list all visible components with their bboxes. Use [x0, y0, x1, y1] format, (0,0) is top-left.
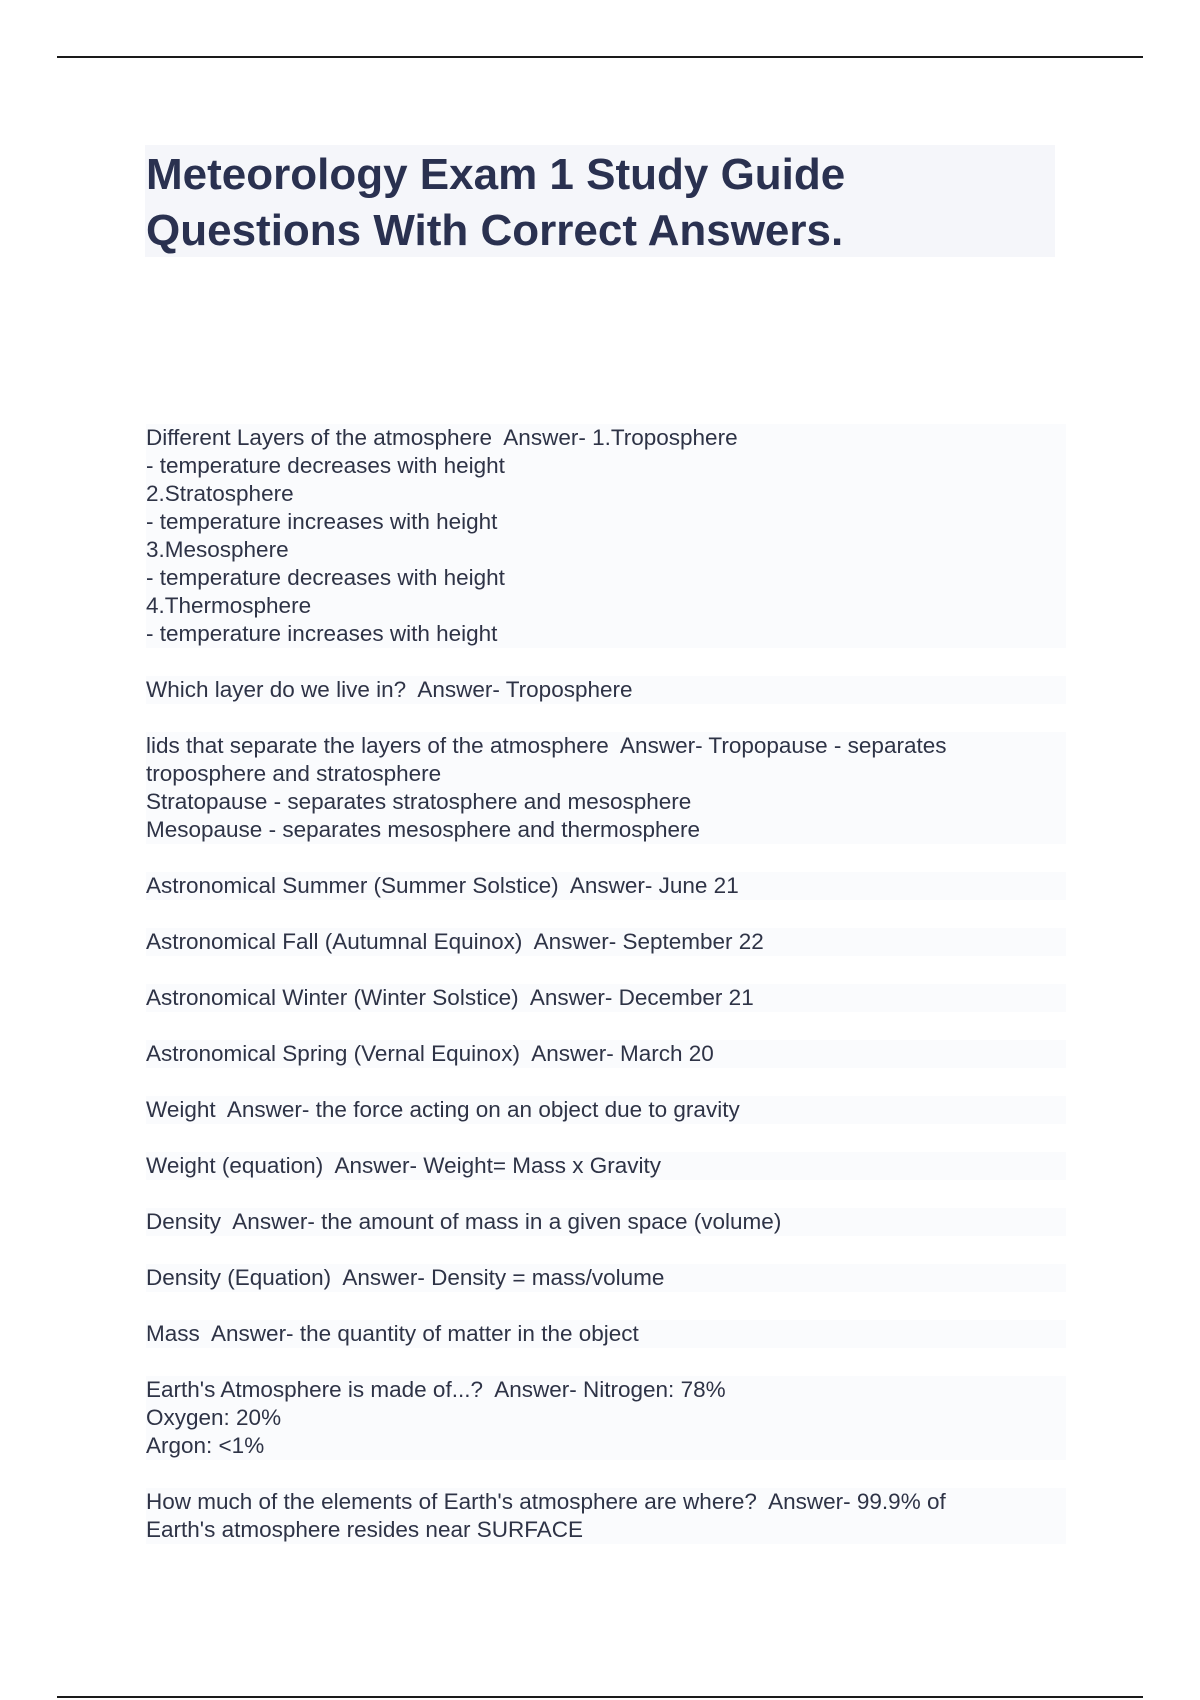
- answer-prefix: Answer-: [529, 985, 619, 1010]
- answer-prefix: Answer-: [620, 733, 709, 758]
- question-text: Weight (equation): [146, 1153, 324, 1178]
- question-text: Weight: [146, 1097, 216, 1122]
- question-text: Mass: [146, 1321, 200, 1346]
- answer-prefix: Answer-: [211, 1321, 300, 1346]
- answer-text: December 21: [618, 985, 754, 1010]
- answer-prefix: Answer-: [232, 1209, 322, 1234]
- answer-text: Nitrogen: 78% Oxygen: 20% Argon: <1%: [146, 1377, 726, 1458]
- question-text: Different Layers of the atmosphere: [146, 425, 493, 450]
- answer-text: Weight= Mass x Gravity: [423, 1153, 662, 1178]
- footer-rule: [57, 1696, 1143, 1698]
- qa-item: [146, 1376, 1066, 1460]
- qa-item: [146, 1488, 1066, 1544]
- answer-prefix: Answer-: [417, 677, 506, 702]
- question-text: Astronomical Winter (Winter Solstice): [146, 985, 519, 1010]
- answer-text: the force acting on an object due to gravity: [315, 1097, 740, 1122]
- qa-item: [146, 424, 1066, 648]
- qa-item: [146, 1320, 1066, 1348]
- answer-prefix: Answer-: [569, 873, 659, 898]
- answer-prefix: Answer-: [334, 1153, 424, 1178]
- qa-item: [146, 984, 1066, 1012]
- answer-prefix: Answer-: [226, 1097, 316, 1122]
- qa-item: [146, 872, 1066, 900]
- question-text: Density: [146, 1209, 222, 1234]
- answer-prefix: Answer-: [531, 1041, 620, 1066]
- answer-text: June 21: [658, 873, 739, 898]
- qa-item: [146, 1208, 1066, 1236]
- answer-text: 1.Troposphere - temperature decreases with height 2.Stratosphere - temperature increases with height 3.Mesosphere - temperature decreases with height 4.Thermosphere - temperature increases with height: [146, 425, 738, 646]
- question-text: Earth's Atmosphere is made of...?: [146, 1377, 483, 1402]
- answer-text: 99.9% of Earth's atmosphere resides near SURFACE: [146, 1489, 946, 1542]
- question-text: Which layer do we live in?: [146, 677, 407, 702]
- header-rule: [57, 56, 1143, 58]
- answer-prefix: Answer-: [342, 1265, 432, 1290]
- question-text: Astronomical Fall (Autumnal Equinox): [146, 929, 523, 954]
- answer-prefix: Answer-: [533, 929, 623, 954]
- question-text: How much of the elements of Earth's atmosphere are where?: [146, 1489, 757, 1514]
- answer-text: March 20: [619, 1041, 714, 1066]
- answer-prefix: Answer-: [494, 1377, 584, 1402]
- answer-prefix: Answer-: [503, 425, 593, 450]
- answer-text: the quantity of matter in the object: [299, 1321, 639, 1346]
- answer-text: Density = mass/volume: [431, 1265, 665, 1290]
- answer-prefix: Answer-: [768, 1489, 857, 1514]
- answer-text: Troposphere: [505, 677, 633, 702]
- question-text: Density (Equation): [146, 1265, 332, 1290]
- question-text: Astronomical Summer (Summer Solstice): [146, 873, 559, 898]
- qa-item: [146, 928, 1066, 956]
- qa-item: [146, 1152, 1066, 1180]
- question-text: Astronomical Spring (Vernal Equinox): [146, 1041, 520, 1066]
- answer-text: Tropopause - separates troposphere and stratosphere Stratopause - separates stratosphere and mesosphere Mesopause - separates mesosphere and thermosphere: [146, 733, 947, 842]
- qa-item: [146, 1096, 1066, 1124]
- qa-list: [146, 424, 1066, 1572]
- qa-item: [146, 676, 1066, 704]
- question-text: lids that separate the layers of the atmosphere: [146, 733, 609, 758]
- qa-item: [146, 732, 1066, 844]
- answer-text: September 22: [622, 929, 764, 954]
- qa-item: [146, 1264, 1066, 1292]
- document-title: Meteorology Exam 1 Study Guide Questions With Correct Answers.: [146, 150, 846, 255]
- qa-item: [146, 1040, 1066, 1068]
- answer-text: the amount of mass in a given space (volume): [321, 1209, 782, 1234]
